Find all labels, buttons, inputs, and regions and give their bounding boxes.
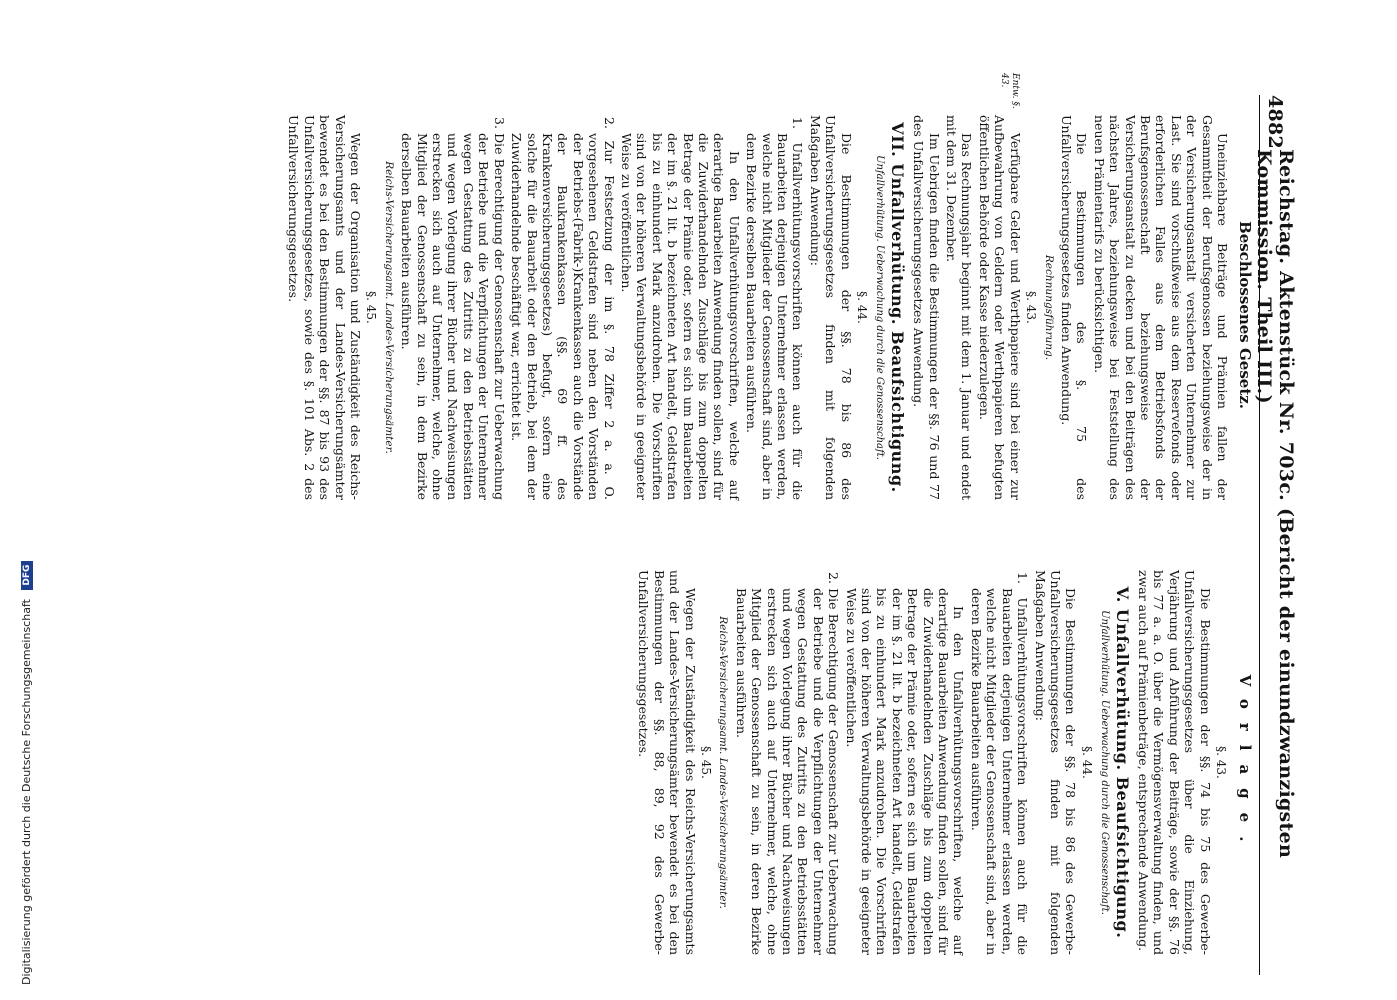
credit-text: Digitalisierung gefördert durch die Deutsche Forschungsgemeinschaft: [20, 599, 33, 985]
subheading: Reichs-Versicherungsamt. Landes-Versicherungsämter.: [717, 616, 730, 909]
subheading: Reichs-Versicherungsamt. Landes-Versicherungsämter.: [382, 161, 395, 454]
section-heading: V. Unfallverhütung. Beaufsichtigung.: [1112, 586, 1132, 939]
list-item: 1. Unfallverhütungsvorschriften können auch für die Bauarbeiten derjenigen Unternehmer erlassen werden, welche nicht Mitglieder der Genossenschaft sind, aber in deren Bezirke Bauarbeiten ausführen.: [968, 572, 1031, 955]
page-header: [1253, 95, 1297, 975]
paragraph: Wegen der Zuständigkeit des Reichs-Versicherungsamts und der Landes-Versicherungsämter bewendet es bei den Bestimmungen der §§. 88, 89, 92 des Gewerbe-Unfallversicherungsgesetzes.: [636, 570, 698, 955]
paragraph: Verfügbare Gelder und Werthpapiere sind bei einer zur Aufbewahrung von Geldern oder Werthpapieren befugten öffentlichen Behörde oder Kasse niederzulegen.: [976, 115, 1023, 500]
left-column-heading: Beschlossenes Gesetz.: [1236, 221, 1254, 409]
page-title: Reichstag. Aktenstück Nr. 703c. (Bericht der einundzwanzigsten Kommission. Theil III.): [1253, 149, 1297, 859]
paragraph: In den Unfallverhütungsvorschriften, welche auf derartige Bauarbeiten Anwendung finden sollen, sind für die Zuwiderhandelnden Zuschläge bis zum doppelten Betrage der Prämie oder, sofern es sich um Bauarbeiten der im §. 21 lit. b bezeichneten Art handelt, Geldstrafen bis zu einhundert Mark anzudrohen. Die Vorschriften sind von der höheren Verwaltungsbehörde in geeigneter Weise zu veröffentlichen.: [843, 588, 967, 955]
section-number: §. 44.: [1079, 746, 1094, 779]
margin-note: Entw. §. 43.: [999, 73, 1020, 109]
section-number: §. 45.: [364, 291, 379, 324]
subheading: Rechnungsführung.: [1042, 254, 1055, 361]
section-subheading: Unfallverhütung. Ueberwachung durch die Genossenschaft.: [874, 155, 886, 460]
paragraph: Die Bestimmungen der §§. 78 bis 86 des Gewerbe-Unfallversicherungsgesetzes finden mit folgenden Maßgaben Anwendung:: [1032, 570, 1079, 955]
dfg-logo: DFG: [21, 561, 33, 590]
section-subheading: Unfallverhütung. Ueberwachung durch die Genossenschaft.: [1099, 610, 1111, 915]
paragraph: Das Rechnungsjahr beginnt mit dem 1. Januar und endet mit dem 31. Dezember.: [944, 115, 975, 500]
left-column: [284, 73, 1230, 500]
paragraph: Wegen der Organisation und Zuständigkeit des Reichs-Versicherungsamts und der Landes-Versicherungsämter bewendet es bei den Bestimmungen der §§. 87 bis 93 des Unfallversicherungsgesetzes, sowie des §. 101 Abs. 2 des Unfallversicherungsgesetzes.: [286, 115, 364, 500]
list-item: 3. Die Berechtigung der Genossenschaft zur Ueberwachung der Betriebe und die Verpflichtungen der Unternehmer wegen Gestattung des Zutritts zu den Betriebsstätten und wegen Vorlegung ihrer Bücher und Nachweisungen erstrecken sich auch auf Unternehmer, welche, ohne Mitglied der Genossenschaft zu sein, in dem Bezirke derselben Bauarbeiten ausführen.: [399, 117, 507, 500]
paragraph: Im Uebrigen finden die Bestimmungen der §§. 76 und 77 des Unfallversicherungsgesetzes Anwendung.: [911, 115, 942, 500]
section-number: §. 43.: [1214, 746, 1228, 779]
document-page: [105, 73, 1297, 975]
section-number: §. 45.: [699, 746, 713, 779]
page-number: 4882: [1264, 95, 1286, 150]
section-number: §. 44.: [855, 291, 870, 324]
paragraph: Die Bestimmungen des §. 75 des Unfallversicherungsgesetzes finden Anwendung.: [1058, 115, 1090, 500]
list-item: 1. Unfallverhütungsvorschriften können auch für die Bauarbeiten derjenigen Unternehmer erlassen werden, welche nicht Mitglieder der Genossenschaft sind, aber in dem Bezirke derselben Bauarbeiten ausführen.: [744, 117, 806, 500]
paragraph: Die Bestimmungen der §§. 78 bis 86 des Unfallversicherungsgesetzes finden mit folgenden Maßgaben Anwendung:: [807, 115, 854, 500]
right-column: [634, 570, 1230, 955]
digitization-credit: [0, 0, 40, 1000]
section-number: §. 43.: [1024, 291, 1039, 324]
paragraph: In den Unfallverhütungsvorschriften, welche auf derartige Bauarbeiten Anwendung finden sollen, sind für die Zuwiderhandelnden Zuschläge bis zum doppelten Betrage der Prämie oder, sofern es sich um Bauarbeiten der im §. 21 lit. b bezeichneten Art handelt, Geldstrafen bis zu einhundert Mark anzudrohen. Die Vorschriften sind von der höheren Verwaltungsbehörde in geeigneter Weise zu veröffentlichen.: [618, 133, 742, 500]
list-item: 2. Zur Festsetzung der im §. 78 Ziffer 2 a. a. O. vorgesehenen Geldstrafen sind neben den Vorständen der Betriebs-(Fabrik-)Krankenkassen auch die Vorstände der Baukrankenkassen (§§. 69 ff. des Krankenversicherungsgesetzes) befugt, sofern eine solche für die Bauarbeit oder den Betrieb, bei dem der Zuwiderhandelnde beschäftigt war, errichtet ist.: [509, 117, 617, 500]
right-column-heading: Vorlage.: [1236, 674, 1254, 856]
list-item: 2. Die Berechtigung der Genossenschaft zur Ueberwachung der Betriebe und die Verpflichtungen der Unternehmer wegen Gestattung des Zutritts zu den Betriebsstätten und wegen Vorlegung ihrer Bücher und Nachweisungen erstrecken sich auch auf Unternehmer, welche, ohne Mitglied der Genossenschaft zu sein, in deren Bezirke Bauarbeiten ausführen.: [733, 572, 842, 955]
paragraph: Die Bestimmungen der §§. 74 bis 75 des Gewerbe-Unfallversicherungsgesetzes über die Einziehung, Verjährung und Abführung der Beiträge, sowie der §§. 76 bis 77 a. a. O. über die Vermögensverwaltung finden, und zwar auch auf Prämienbeträge, entsprechende Anwendung.: [1135, 570, 1213, 955]
paragraph: Uneinziehbare Beiträge und Prämien fallen der Gesammtheit der Berufsgenossen beziehungsweise der in der Versicherungsanstalt versicherten Unternehmer zur Last. Sie sind vorschußweise aus dem Reservefonds oder erforderlichen Falles aus dem Betriebsfonds der Berufsgenossenschaft beziehungsweise der Versicherungsanstalt zu decken und bei den Beiträgen des nächsten Jahres, beziehungsweise bei Feststellung des neuen Prämientarifs zu berücksichtigen.: [1091, 115, 1230, 500]
section-heading: VII. Unfallverhütung. Beaufsichtigung.: [887, 122, 907, 493]
